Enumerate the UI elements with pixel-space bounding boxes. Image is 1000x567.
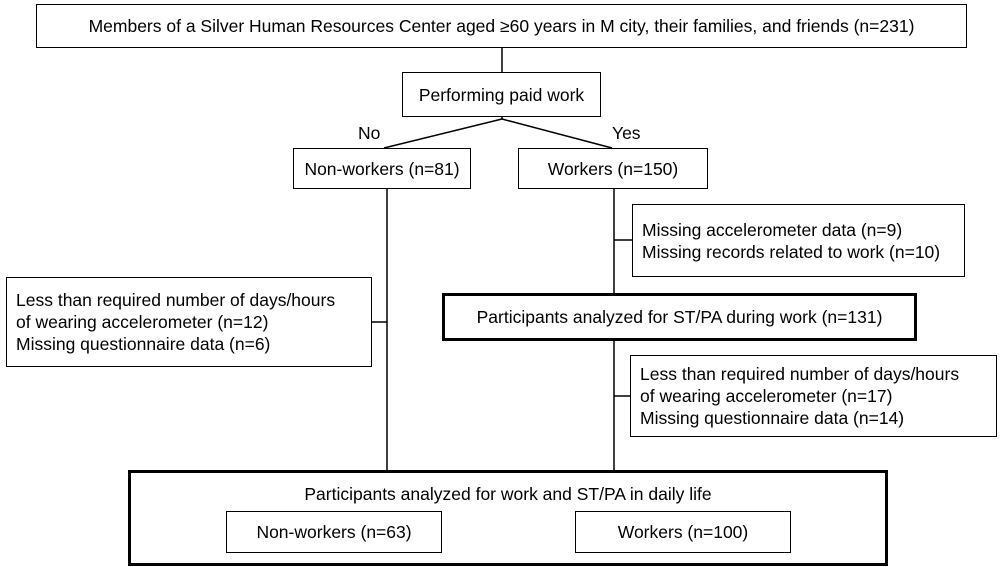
connector-no-branch bbox=[384, 119, 502, 148]
workers-box bbox=[518, 148, 708, 189]
paid-work-decision-text: Performing paid work bbox=[418, 84, 585, 105]
branch-label-yes: Yes bbox=[612, 123, 641, 143]
final-analysis-box bbox=[128, 470, 888, 566]
exclusion-line: Missing questionnaire data (n=14) bbox=[640, 408, 905, 428]
analyzed-during-work-box bbox=[442, 293, 917, 341]
final-workers-box bbox=[575, 511, 791, 553]
final-nonworkers-box bbox=[226, 511, 442, 553]
branch-label-no: No bbox=[358, 123, 381, 143]
workers-exclusion-box-1 bbox=[632, 204, 965, 277]
source-population-box bbox=[36, 4, 967, 48]
final-workers-text: Workers (n=100) bbox=[617, 522, 749, 542]
source-population-text: Members of a Silver Human Resources Center aged ≥60 years in M city, their families, and friends (n=231) bbox=[88, 16, 915, 36]
final-nonworkers-text: Non-workers (n=63) bbox=[256, 522, 412, 542]
nonworkers-exclusion-box bbox=[6, 277, 372, 367]
workers-exclusion-box-2 bbox=[630, 355, 997, 437]
exclusion-line: of wearing accelerometer (n=17) bbox=[640, 386, 893, 406]
analyzed-during-work-text: Participants analyzed for ST/PA during work (n=131) bbox=[476, 307, 883, 327]
workers-text: Workers (n=150) bbox=[547, 158, 679, 179]
nonworkers-text: Non-workers (n=81) bbox=[304, 158, 460, 179]
exclusion-line: Missing records related to work (n=10) bbox=[642, 241, 941, 262]
exclusion-line: Less than required number of days/hours bbox=[640, 364, 960, 384]
connector-yes-branch bbox=[502, 119, 612, 148]
exclusion-line: Missing questionnaire data (n=6) bbox=[16, 334, 271, 354]
paid-work-decision-box bbox=[402, 72, 601, 117]
exclusion-line: Missing accelerometer data (n=9) bbox=[642, 219, 903, 240]
exclusion-line: of wearing accelerometer (n=12) bbox=[16, 312, 269, 332]
final-analysis-title: Participants analyzed for work and ST/PA in daily life bbox=[304, 484, 712, 504]
exclusion-line: Less than required number of days/hours bbox=[16, 290, 336, 310]
nonworkers-box bbox=[293, 148, 471, 189]
